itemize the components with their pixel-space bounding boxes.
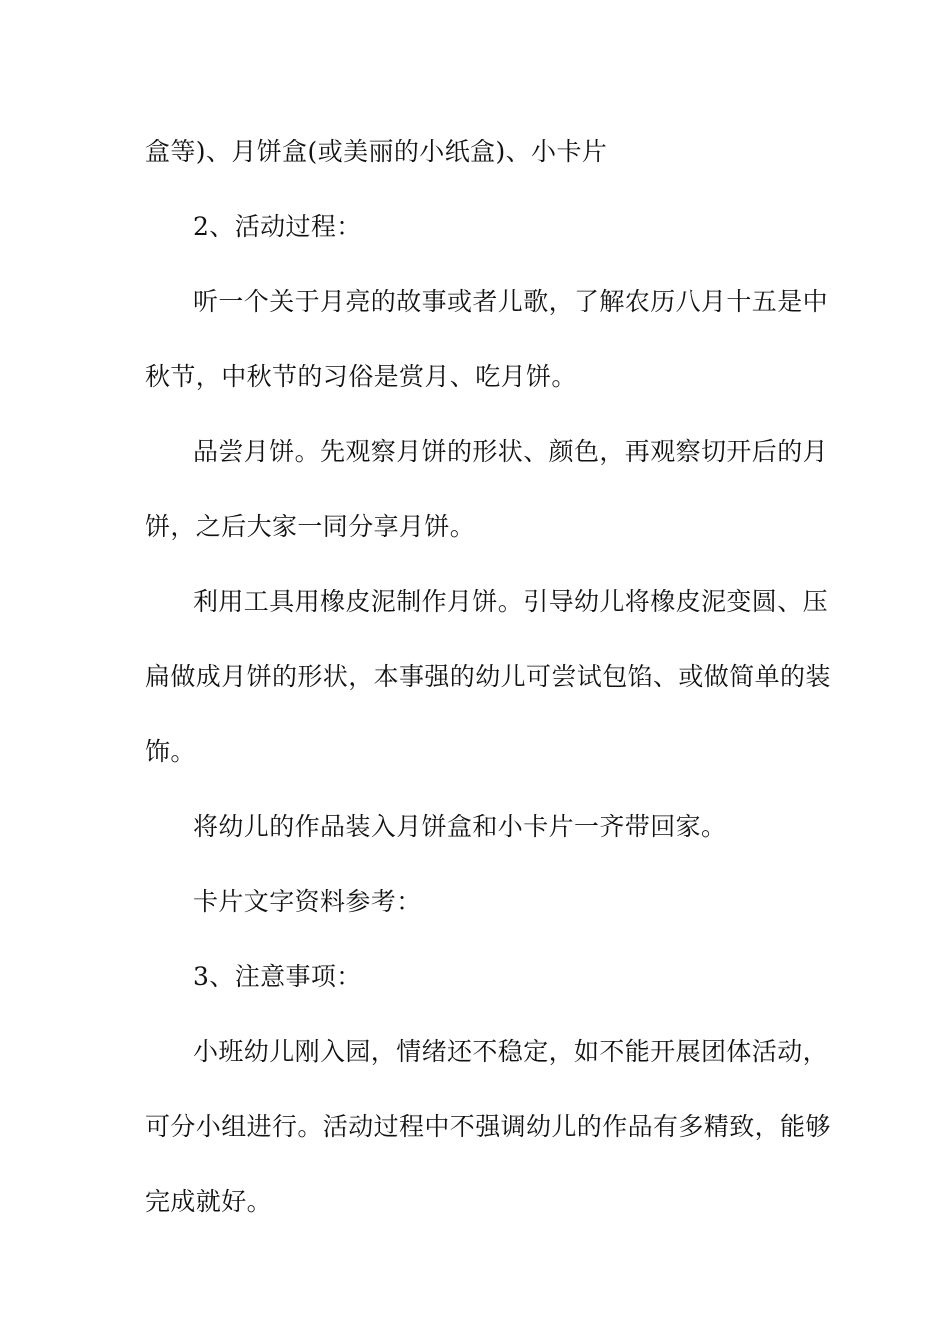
- text-line-materials-cont: 盒等)、月饼盒(或美丽的小纸盒)、小卡片: [145, 137, 608, 166]
- text-line-make-cont: 扁做成月饼的形状，本事强的幼儿可尝试包馅、或做简单的装: [145, 662, 831, 691]
- text-line-story-cont: 秋节，中秋节的习俗是赏月、吃月饼。: [145, 362, 577, 391]
- text-line-taste-cont: 饼，之后大家一同分享月饼。: [145, 512, 476, 541]
- text-line-make-end: 饰。: [145, 737, 196, 766]
- text-line-card-reference: 卡片文字资料参考：: [193, 887, 422, 916]
- section-heading-activity-process: 2、活动过程：: [193, 212, 362, 241]
- text-line-notes-end: 完成就好。: [145, 1187, 273, 1216]
- text-line-notes: 小班幼儿刚入园，情绪还不稳定，如不能开展团体活动，: [193, 1037, 829, 1066]
- section-heading-notes: 3、注意事项：: [193, 962, 362, 991]
- text-line-notes-cont: 可分小组进行。活动过程中不强调幼儿的作品有多精致，能够: [145, 1112, 831, 1141]
- text-line-taste: 品尝月饼。先观察月饼的形状、颜色，再观察切开后的月: [193, 437, 829, 466]
- text-line-take-home: 将幼儿的作品装入月饼盒和小卡片一齐带回家。: [193, 812, 727, 841]
- text-line-make: 利用工具用橡皮泥制作月饼。引导幼儿将橡皮泥变圆、压: [193, 587, 829, 616]
- text-line-story: 听一个关于月亮的故事或者儿歌，了解农历八月十五是中: [193, 287, 829, 316]
